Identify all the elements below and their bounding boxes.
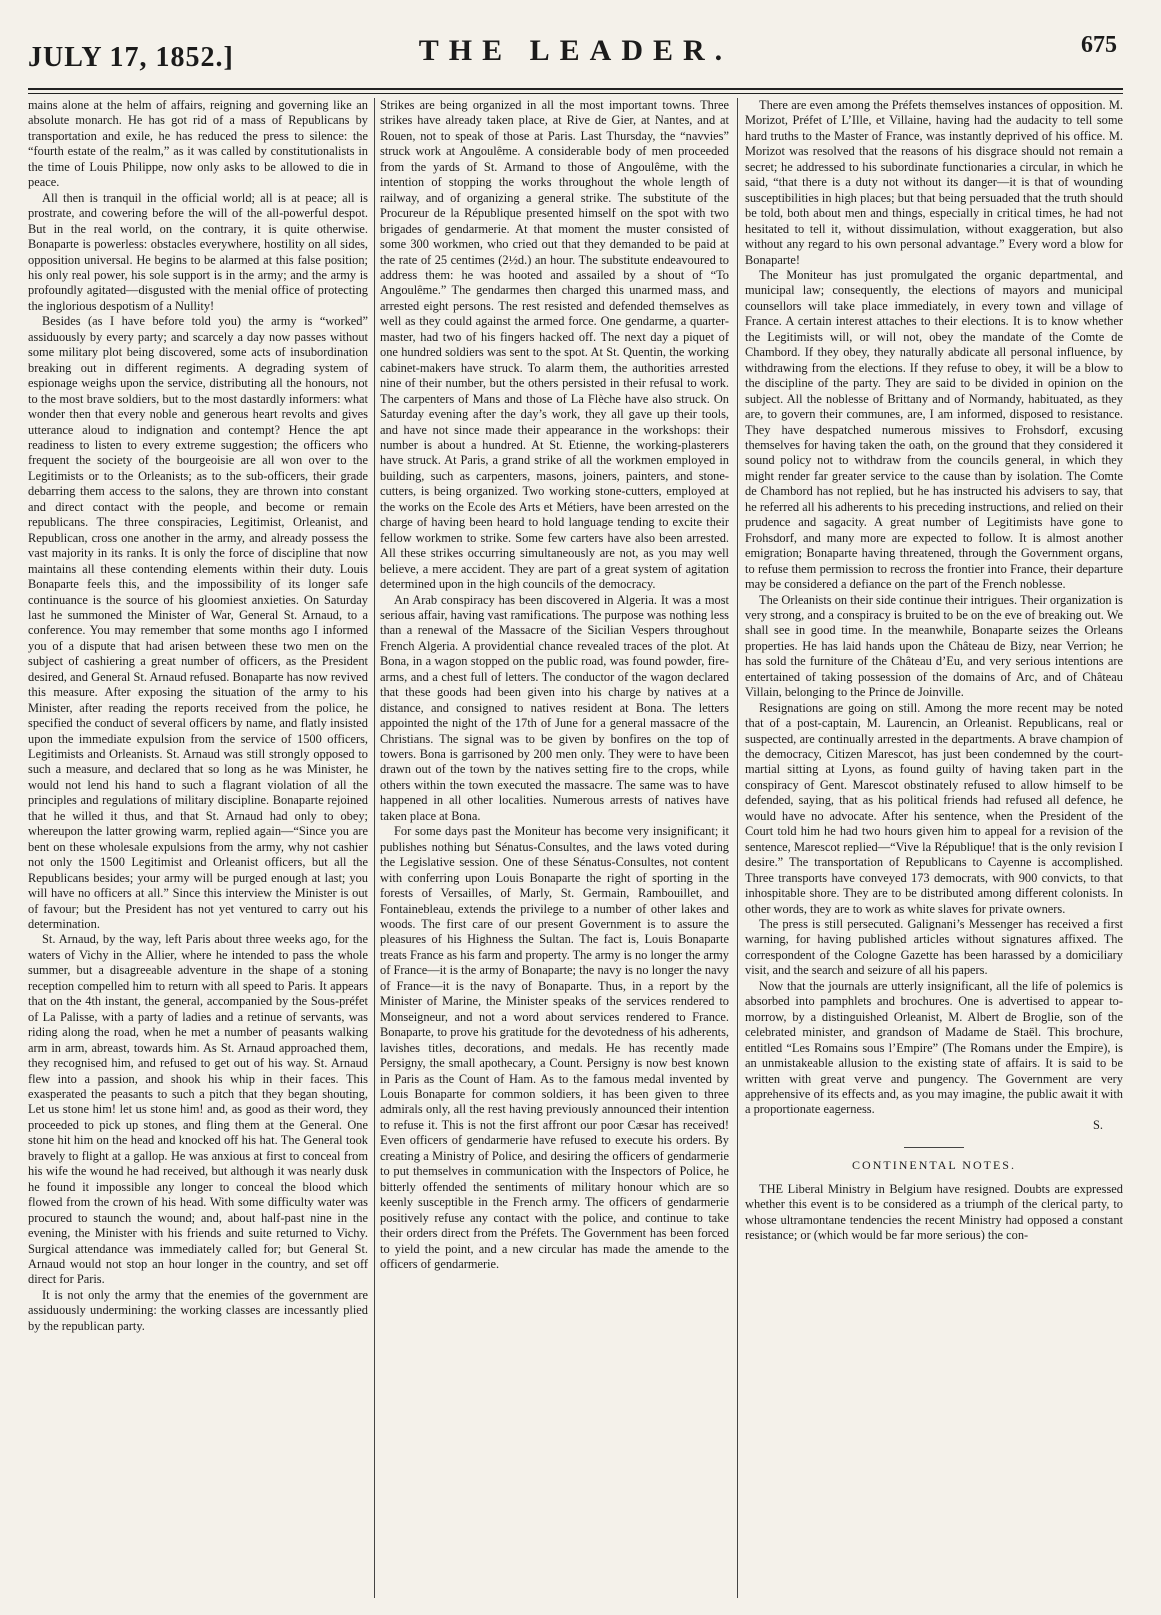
paragraph: THE Liberal Ministry in Belgium have resigned. Doubts are expressed whether this event is to be considered as a triumph of the clerical party, to whose ultramontane tendencies the recent Ministry had opposed a constant resistance; or (which would be far more serious) the con- — [745, 1181, 1123, 1243]
paragraph: The Orleanists on their side continue their intrigues. Their organization is very strong, and a conspiracy is bruited to be on the eve of breaking out. We shall see in good time. In the meanwhile, Bonaparte seizes the Orleans properties. He has laid hands upon the Château de Bizy, near Verrion; he has sold the furniture of the Château d’Eu, and very serious intentions are entertained of taking possession of the domains of Arc, and of Château Villain, belonging to the Prince de Joinville. — [745, 592, 1123, 700]
column-divider — [737, 98, 738, 1598]
paragraph: St. Arnaud, by the way, left Paris about three weeks ago, for the waters of Vichy in the Allier, where he intended to pass the whole summer, but a disagreeable adventure in the shape of a stoning reception compelled him to return with all speed to Paris. It appears that on the 4th instant, the general, accompanied by the Sous-préfet of La Palisse, with a party of ladies and a retinue of servants, was riding along the road, when he met a number of peasants walking arm in arm, abreast, towards him. As St. Arnaud approached them, they recognised him, and refused to get out of his way. St. Arnaud flew into a passion, and shook his whip in their faces. This exasperated the peasants to such a pitch that they began shouting, Let us stone him! let us stone him! and, as good as their word, they proceeded to pick up stones, and fling them at the General. One stone hit him on the head and knocked off his hat. The General took bravely to flight at a gallop. He was anxious at first to conceal from his wife the wound he had received, but although it was nearly dusk he found it impossible any longer to conceal the blood which flowed from the crown of his head. With some difficulty water was procured to staunch the wound; and, about half-past nine in the evening, the Minister with his friends and suite returned to Vichy. Surgical attendance was immediately called for; but General St. Arnaud would not stop an hour longer in the country, and set off direct for Paris. — [28, 932, 368, 1287]
masthead-rule-thin — [28, 93, 1123, 94]
issue-date: JULY 17, 1852.] — [28, 42, 234, 73]
column-divider — [374, 98, 375, 1598]
paragraph: Besides (as I have before told you) the army is “worked” assiduously by every party; and scarcely a day now passes without some military plot being discovered, some acts of insubordination breaking out in different regiments. A degrading system of espionage weighs upon the service, distributing all the honours, not to the most brave soldiers, but to the most dastardly informers: what wonder then that every noble and generous heart revolts and gives utterance aloud to indignation and contempt? Hence the apt readiness to listen to every extreme suggestion; the officers who frequent the society of the bourgeoisie are all won over to the Legitimists or to the Orleanists; as to the sub-officers, their grade debarring them access to the salons, they are thrown into constant and direct contact with the people, and become or remain republicans. The three conspiracies, Legitimist, Orleanist, and Republican, cross one another in the army, and already possess the vast majority in its ranks. It is only the force of discipline that now maintains all these contending elements within their duty. Louis Bonaparte feels this, and the impossibility of its longer safe continuance is the source of his gloomiest anxieties. On Saturday last he summoned the Minister of War, General St. Arnaud, to a conference. You may remember that some months ago I informed you of a dispute that had arisen between these two men on the subject of cashiering a great number of officers, as the President desired, and General St. Arnaud refused. Bonaparte has now revived this measure. After exposing the situation of the army to his Minister, after reading the reports received from the police, he specified the conduct of several officers by name, and flatly insisted upon the immediate expulsion from the service of 1500 officers, Legitimists and Orleanists. St. Arnaud was still strongly opposed to such a measure, and declared that so long as he was Minister, he would not lend his hand to such a flagrant violation of all the principles and regulations of military discipline. Bonaparte rejoined that he willed it thus, and that St. Arnaud had only to obey; whereupon the latter growing warm, replied again—“Since you are bent on these wholesale expulsions from the army, why not cashier not only the 1500 Legitimist and Orleanist officers, but all the Republicans besides; your army will be purged enough at last; you will have no officers at all.” Since this interview the Minister is out of favour; but the President has not yet ventured to carry out his determination. — [28, 314, 368, 932]
paragraph: Resignations are going on still. Among the more recent may be noted that of a post-captain, M. Laurencin, an Orleanist. Republicans, real or suspected, are continually arrested in the departments. A brave champion of the democracy, Citizen Marescot, has just been condemned by the court-martial sitting at Lyons, as found guilty of having taken part in the conspiracy of Gent. Marescot obstinately refused to allow himself to be defended, saying, that as his political friends had refused all defence, he would have no advocate. After his sentence, when the President of the Court told him he had two hours given him to appeal for a revision of the sentence, Marescot replied—“Vive la République! that is the only revision I desire.” The transportation of Republicans to Cayenne is accomplished. Three transports have conveyed 173 democrats, with 900 convicts, to that inhospitable shore. They are to be distributed among different colonists. In other words, they are to work as white slaves for private owners. — [745, 700, 1123, 916]
column-2 — [380, 98, 729, 1598]
column-3 — [745, 98, 1123, 1598]
paragraph: The Moniteur has just promulgated the organic departmental, and municipal law; consequently, the elections of mayors and municipal counsellors will take place immediately, in every town and village of France. A certain interest attaches to their elections. It is to know whether the Legitimists will, or will not, obey the mandate of the Comte de Chambord. If they obey, they naturally abdicate all personal influence, by withdrawing from the elections. If they refuse to obey, it will be a blow to the discipline of the party. They are said to be divided in opinion on the subject. All the noblesse of Brittany and of Normandy, habituated, as they are, to govern their communes, are, I am informed, disposed to resistance. They have despatched numerous missives to Frohsdorf, excusing themselves for having taken the oath, on the ground that they considered it sound policy not to withdraw from the councils general, in which they might render far greater service to the cause than by isolation. The Comte de Chambord has not replied, but he has instructed his advisers to say, that he referred all his adherents to his preceding instructions, and relied on their prudence and sagacity. A great number of Legitimists have gone to Frohsdorf, and many more are expected to follow. It is almost another emigration; Bonaparte having threatened, through the Government organs, to refuse them permission to recross the frontier into France, their departure may be considered a defiance on the part of the French noblesse. — [745, 267, 1123, 592]
paragraph: The press is still persecuted. Galignani’s Messenger has received a first warning, for having published articles without signatures affixed. The correspondent of the Cologne Gazette has been harassed by a domiciliary visit, and the search and seizure of all his papers. — [745, 917, 1123, 978]
paragraph: mains alone at the helm of affairs, reigning and governing like an absolute monarch. He has got rid of a mass of Republicans by transportation and exile, he has reduced the press to silence: the “fourth estate of the realm,” as it was called by constitutionalists in the time of Louis Philippe, now only asks to be allowed to die in peace. — [28, 98, 368, 190]
paragraph: Now that the journals are utterly insignificant, all the life of polemics is absorbed into pamphlets and brochures. One is advertised to appear to-morrow, by a distinguished Orleanist, M. Albert de Broglie, son of the celebrated minister, and grandson of Madame de Staël. This brochure, entitled “Les Romains sous l’Empire” (The Romans under the Empire), is an unmistakeable allusion to the existing state of affairs. It is said to be written with great verve and pungency. The Government are very apprehensive of its effects and, as you may imagine, the public await it with a proportionate eagerness. — [745, 978, 1123, 1117]
paragraph: An Arab conspiracy has been discovered in Algeria. It was a most serious affair, having vast ramifications. The purpose was nothing less than a renewal of the Massacre of the Sicilian Vespers throughout French Algeria. A providential chance revealed traces of the plot. At Bona, in a wagon stopped on the public road, was found powder, fire-arms, and a chest full of letters. The conductor of the wagon declared that these goods had been given into his charge by natives at a distance, and consigned to natives resident at Bona. The letters appointed the night of the 17th of June for a general massacre of the Christians. The signal was to be given by bonfires on the top of towers. Bona is garrisoned by 200 men only. They were to have been drawn out of the town by the natives setting fire to the crops, while others within the town executed the massacre. The same was to have happened in all other localities. Numerous arrests of natives have taken place at Bona. — [380, 592, 729, 823]
paragraph: There are even among the Préfets themselves instances of opposition. M. Morizot, Préfet of L’Ille, et Villaine, having had the audacity to tell some hard truths to the Master of France, was instantly deprived of his office. M. Morizot was resolved that the reasons of his disgrace should not remain a secret; he addressed to his subordinate functionaries a circular, in which he said, “that there is a duty not without its danger—it is that of wounding susceptibilities in high places; but that being persuaded that the truth should be told, both about men and things, especially in critical times, he had not hesitated to tell it, without dissimulation, without exaggeration, but also without any regard to his own personal advantage.” Every word a blow for Bonaparte! — [745, 98, 1123, 267]
author-signature: S. — [1093, 1117, 1103, 1132]
paragraph: For some days past the Moniteur has become very insignificant; it publishes nothing but Sénatus-Consultes, and the laws voted during the Legislative session. One of these Sénatus-Consultes, not content with conferring upon Louis Bonaparte the right of sporting in the forests of Versailles, of Marly, St. Germain, Rambouillet, and Fontainebleau, extends the privilege to a number of other lakes and woods. The first care of our present Government is to assure the pleasures of his Highness the Sultan. The fact is, Louis Bonaparte treats France as his farm and property. The army is no longer the army of France—it is the army of Bonaparte; the navy is no longer the navy of France—it is the navy of Bonaparte. Thus, in a report by the Minister of Marine, the Minister speaks of the services rendered to Monseigneur, and not a word about services rendered to France. Bonaparte, to prove his gratitude for the devotedness of his adherents, lavishes titles, decorations, and medals. He has recently made Persigny, the small apothecary, a Count. Persigny is now best known in Paris as the Count of Ham. As to the famous medal invented by Louis Bonaparte for common soldiers, it has been given to three admirals only, all the rest having previously announced their intention to refuse it. This is not the first affront our poor Cæsar has received! Even officers of gendarmerie have refused to execute his orders. By creating a Ministry of Police, and desiring the officers of gendarmerie to put themselves in communication with the Inspectors of Police, he bitterly offended the sentiments of military honour which are so keenly susceptible in the French army. The officers of gendarmerie positively refuse any contact with the police, and continue to take their orders direct from the Préfets. The Government has been forced to yield the point, and a new circular has made the amende to the officers of gendarmerie. — [380, 824, 729, 1271]
paragraph: Strikes are being organized in all the most important towns. Three strikes have already taken place, at Rive de Gier, at Nantes, and at Rouen, not to speak of those at Paris. Last Thursday, the “navvies” struck work at Angoulême. A considerable body of men proceeded from the yards of St. Armand to those of Angoulême, with the intention of stopping the works throughout the whole length of railway, and of organizing a general strike. The substitute of the Procureur de la République presented himself on the spot with two brigades of gendarmerie. At that moment the muster consisted of some 300 workmen, who cried out that they demanded to be paid at the rate of 25 centimes (2½d.) an hour. The substitute endeavoured to address them: he was hooted and assailed by a shout of “To Angoulême.” The gendarmes then charged this unarmed mass, and arrested eight persons. The rest resisted and defended themselves as well as they could against the armed force. One gendarme, a quarter-master, had two of his fingers hacked off. The next day a piquet of one hundred soldiers was sent to the spot. At St. Quentin, the working cabinet-makers have struck. To alarm them, the authorities arrested nine of their number, but the others persisted in their refusal to work. The carpenters of Mans and those of La Flèche have also struck. On Saturday evening after the day’s work, they all gave up their tools, and have not since made their appearance in the workshops: their number is about a hundred. At St. Etienne, the working-plasterers have struck. At Paris, a grand strike of all the workmen employed in building, such as carpenters, masons, joiners, painters, and stone-cutters, is being organized. Two working stone-cutters, employed at the works on the Ecole des Arts et Métiers, have been arrested on the charge of having been heard to hold language tending to excite their fellow workmen to strike. Some few carters have also been arrested. All these strikes occurring simultaneously are not, as you may well believe, a mere accident. They are part of a great system of agitation determined upon in the high councils of the democracy. — [380, 98, 729, 592]
section-heading: CONTINENTAL NOTES. — [745, 1147, 1123, 1173]
masthead-rule-thick — [28, 88, 1123, 90]
page-number: 675 — [1081, 32, 1117, 58]
newspaper-title: THE LEADER. — [418, 34, 733, 67]
column-1 — [28, 98, 368, 1598]
paragraph: It is not only the army that the enemies of the government are assiduously undermining: the working classes are incessantly plied by the republican party. — [28, 1287, 368, 1333]
masthead — [28, 28, 1123, 86]
paragraph: All then is tranquil in the official world; all is at peace; all is prostrate, and cowering before the will of the all-powerful despot. But in the real world, on the contrary, it is quite otherwise. Bonaparte is powerless: obstacles everywhere, hostility on all sides, opposition universal. He begins to be alarmed at this false position; his only real power, his sole support is in the army; and the army is profoundly agitated—disgusted with the menial office of protecting the inglorious despotism of a Nullity! — [28, 190, 368, 313]
